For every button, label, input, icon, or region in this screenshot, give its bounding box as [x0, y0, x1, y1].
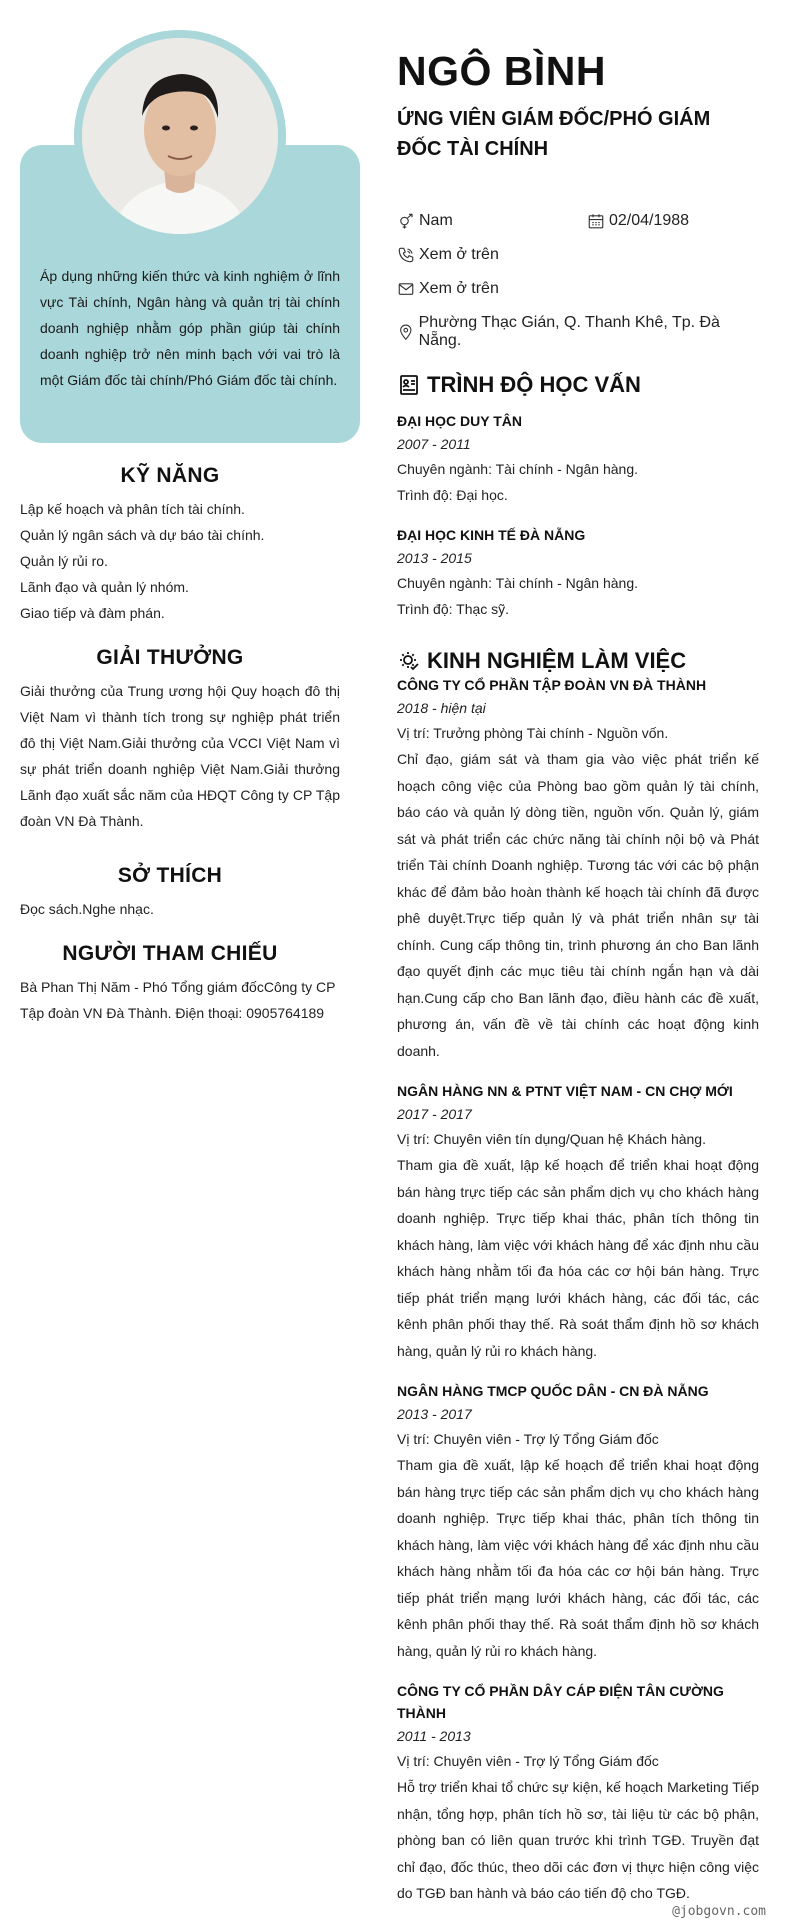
education-major: Chuyên ngành: Tài chính - Ngân hàng.: [397, 461, 639, 477]
experience-item: [397, 1080, 759, 1364]
phone-row: [397, 246, 499, 264]
experience-period: 2017 - 2017: [397, 1106, 472, 1122]
education-icon: [397, 373, 421, 397]
experience-item: [397, 1680, 759, 1907]
skill-item: Quản lý rủi ro.: [20, 553, 108, 569]
gender-icon: [397, 212, 415, 230]
skill-item: Lập kế hoạch và phân tích tài chính.: [20, 501, 245, 517]
skills-list: [20, 496, 360, 626]
school-name: ĐẠI HỌC KINH TẾ ĐÀ NẴNG: [397, 527, 586, 543]
education-item: [397, 410, 759, 508]
address-value: Phường Thạc Gián, Q. Thanh Khê, Tp. Đà Nẵng.: [418, 314, 720, 349]
company-name: NGÂN HÀNG TMCP QUỐC DÂN - CN ĐÀ NẴNG: [397, 1383, 709, 1399]
experience-position: Vị trí: Trưởng phòng Tài chính - Nguồn vốn.: [397, 725, 669, 741]
experience-position: Vị trí: Chuyên viên tín dụng/Quan hệ Khách hàng.: [397, 1131, 706, 1147]
experience-description: Hỗ trợ triển khai tổ chức sự kiện, kế hoạch Marketing Tiếp nhận, tổng hợp, phân tích hồ sơ, tài liệu từ các bộ phận, phòng ban có liên quan trước khi trình TGĐ. Truyền đạt chỉ đạo, đốc thúc, theo dõi các đơn vị thực hiện công việc do TGĐ ban hành và báo cáo tiến độ cho TGĐ.: [397, 1779, 759, 1901]
experience-position: Vị trí: Chuyên viên - Trợ lý Tổng Giám đốc: [397, 1431, 659, 1447]
experience-list: [397, 674, 759, 1923]
education-list: [397, 410, 759, 638]
education-period: 2013 - 2015: [397, 550, 472, 566]
dob-value: 02/04/1988: [609, 212, 690, 229]
skill-item: Giao tiếp và đàm phán.: [20, 605, 165, 621]
mail-icon: [397, 280, 415, 298]
skills-title: KỸ NĂNG: [120, 464, 220, 487]
candidate-role: ỨNG VIÊN GIÁM ĐỐC/PHÓ GIÁM ĐỐC TÀI CHÍNH: [397, 108, 711, 160]
phone-icon: [397, 246, 415, 264]
experience-item: [397, 1380, 759, 1664]
summary-text: Áp dụng những kiến thức và kinh nghiệm ở lĩnh vực Tài chính, Ngân hàng và quản trị tài chính doanh nghiệp nhằm góp phần giúp tài chính doanh nghiệp trở nên minh bạch với vai trò là một Giám đốc tài chính/Phó Giám đốc tài chính.: [40, 268, 340, 388]
experience-period: 2018 - hiện tại: [397, 700, 486, 716]
awards-section: [20, 646, 360, 834]
gender-row: [397, 212, 453, 230]
school-name: ĐẠI HỌC DUY TÂN: [397, 413, 522, 429]
calendar-icon: [587, 212, 605, 230]
skill-item: Lãnh đạo và quản lý nhóm.: [20, 579, 189, 595]
avatar: [82, 38, 278, 234]
company-name: CÔNG TY CỔ PHẦN DÂY CÁP ĐIỆN TÂN CƯỜNG THÀNH: [397, 1683, 724, 1721]
experience-description: Tham gia đề xuất, lập kế hoạch để triển khai hoạt động bán hàng trực tiếp các sản phẩm dịch vụ cho khách hàng doanh nghiệp. Trực tiếp khai thác, phân tích thông tin khách hàng, làm việc với khách hàng để xác định nhu cầu khách hàng nhằm tối đa hóa các cơ hội bán hàng. Trực tiếp phát triển mạng lưới khách hàng, các đối tác, các kênh phân phối thay thế. Rà soát thẩm định hồ sơ khách hàng, quản lý rủi ro khách hàng.: [397, 1457, 759, 1659]
education-title: TRÌNH ĐỘ HỌC VẤN: [427, 372, 641, 397]
address-row: [397, 314, 759, 350]
dob-row: [587, 212, 689, 230]
education-level: Trình độ: Đại học.: [397, 487, 508, 503]
avatar-ring: [74, 30, 286, 242]
education-item: [397, 524, 759, 622]
awards-text: Giải thưởng của Trung ương hội Quy hoạch đô thị Việt Nam vì thành tích trong sự nghiệp phát triển đô thị Việt Nam.Giải thưởng của VCCI Việt Nam vì sự phát triển doanh nghiệp Việt Nam.Giải thưởng Lãnh đạo xuất sắc năm của HĐQT Công ty CP Tập đoàn VN Đà Thành.: [20, 683, 340, 829]
skills-section: [20, 464, 360, 626]
hobbies-text: Đọc sách.Nghe nhạc.: [20, 901, 154, 917]
experience-icon: [397, 649, 421, 673]
experience-heading: [397, 648, 686, 674]
references-section: [20, 942, 360, 1026]
watermark: @jobgovn.com: [672, 1904, 766, 1919]
awards-title: GIẢI THƯỞNG: [96, 646, 244, 669]
skill-item: Quản lý ngân sách và dự báo tài chính.: [20, 527, 265, 543]
hobbies-section: [20, 864, 360, 922]
company-name: CÔNG TY CỔ PHẦN TẬP ĐOÀN VN ĐÀ THÀNH: [397, 677, 707, 693]
experience-description: Tham gia đề xuất, lập kế hoạch để triển khai hoạt động bán hàng trực tiếp các sản phẩm dịch vụ cho khách hàng doanh nghiệp. Trực tiếp khai thác, phân tích thông tin khách hàng, làm việc với khách hàng để xác định nhu cầu khách hàng nhằm tối đa hóa các cơ hội bán hàng. Trực tiếp phát triển mạng lưới khách hàng, các đối tác, các kênh phân phối thay thế. Rà soát thẩm định hồ sơ khách hàng, quản lý rủi ro khách hàng.: [397, 1157, 759, 1359]
education-level: Trình độ: Thạc sỹ.: [397, 601, 510, 617]
phone-value: Xem ở trên: [419, 246, 499, 263]
references-text: Bà Phan Thị Năm - Phó Tổng giám đốcCông ty CP Tập đoàn VN Đà Thành. Điện thoại: 0905764189: [20, 979, 336, 1021]
education-period: 2007 - 2011: [397, 436, 471, 452]
hobbies-title: SỞ THÍCH: [117, 864, 223, 887]
candidate-name: NGÔ BÌNH: [397, 48, 606, 94]
experience-item: [397, 674, 759, 1064]
email-row: [397, 280, 499, 298]
experience-title: KINH NGHIỆM LÀM VIỆC: [427, 648, 687, 673]
education-heading: [397, 372, 641, 398]
references-title: NGƯỜI THAM CHIẾU: [62, 942, 278, 965]
experience-period: 2011 - 2013: [397, 1728, 471, 1744]
experience-description: Chỉ đạo, giám sát và tham gia vào việc phát triển kế hoạch công việc của Phòng bao gồm quản lý tài chính, báo cáo và quản lý dòng tiền, nguồn vốn. Quản lý, giám sát và phát triển các chức năng tài chính nội bộ và Phát triển Tài chính Doanh nghiệp. Tương tác với các bộ phận khác để đảm bảo hoàn thành kế hoạch tài chính đã được phê duyệt.Trực tiếp quản lý và phát triển nhân sự tài chính. Cung cấp thông tin, trình phương án cho Ban lãnh đạo quyết định các mục tiêu tài chính ngắn hạn và dài hạn.Cung cấp cho Ban lãnh đạo, điều hành các đề xuất, phương án, vấn đề về tài chính các hoạt động kinh doanh.: [397, 751, 759, 1059]
education-major: Chuyên ngành: Tài chính - Ngân hàng.: [397, 575, 639, 591]
company-name: NGÂN HÀNG NN & PTNT VIỆT NAM - CN CHỢ MỚI: [397, 1083, 733, 1099]
experience-position: Vị trí: Chuyên viên - Trợ lý Tổng Giám đốc: [397, 1753, 659, 1769]
location-icon: [397, 323, 415, 341]
email-value: Xem ở trên: [419, 280, 499, 297]
gender-value: Nam: [419, 212, 453, 229]
avatar-photo: [82, 38, 278, 234]
experience-period: 2013 - 2017: [397, 1406, 472, 1422]
